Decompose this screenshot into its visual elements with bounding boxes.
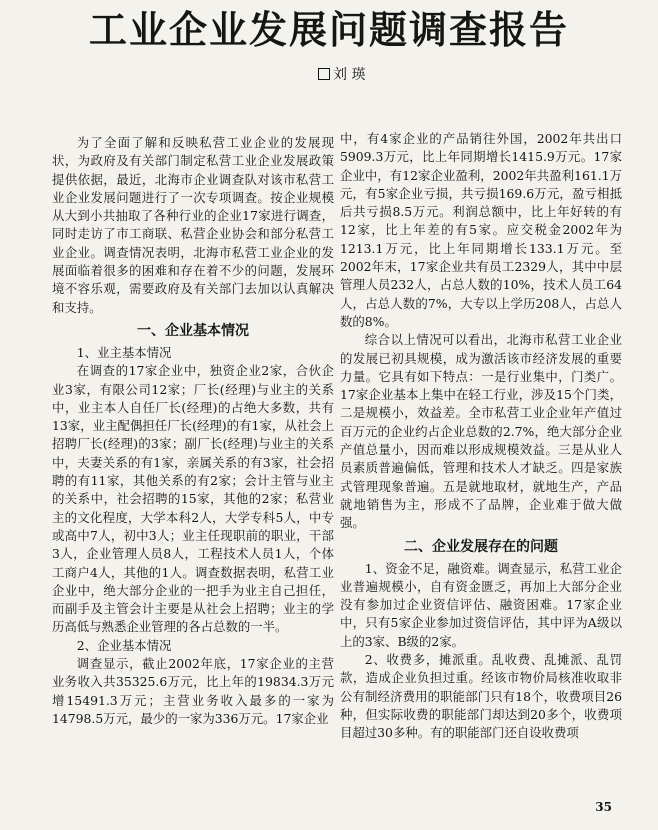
section-heading-basic-info: 一、企业基本情况	[137, 322, 249, 339]
enterprise-info-paragraph: 调查显示，截止2002年底，17家企业的主营业务收入共35325.6万元，比上年的19834.3万元增15491.3万元；主营业务收入最多的一家为14798.5万元，最少的一家为336万元。17家企业	[52, 656, 334, 726]
subheading-enterprise-info: 2、企业基本情况	[76, 637, 172, 653]
summary-paragraph: 综合以上情况可以看出，北海市私营工业企业的发展已初具规模，成为激活该市经济发展的重要力量。它具有如下特点：一是行业集中，门类广。17家企业基本上集中在轻工行业，涉及15个门类，二是规模小，效益差。全市私营工业企业年产值过百万元的企业约占企业总数的2.7%，绝大部分企业产值总量小，因而难以形成规模效益。三是从业人员素质普遍偏低，管理和技术人才缺乏。四是家族式管理现象普遍。五是就地取材，就地生产，产品就地销售为主，形成不了品牌，企业难于做大做强。	[340, 332, 622, 531]
continuation-paragraph: 中，有4家企业的产品销往外国，2002年共出口5909.3万元，比上年同期增长1415.9万元。17家企业中，有12家企业盈利，2002年共盈利161.1万元，有5家企业亏损，共亏损169.6万元，盈亏相抵后共亏损8.5万元。利润总额中，比上年好转的有12家，比上年差的有5家。应交税金2002年为1213.1万元，比上年同期增长133.1万元。至2002年末，17家企业共有员工2329人，其中中层管理人员232人，占总人数的10%，技术人员工64人，占总人数的7%，大专以上学历208人，占总人数的8%。	[340, 131, 622, 329]
page-number: 35	[595, 800, 612, 814]
problem-fees-paragraph: 2、收费多，摊派重。乱收费、乱摊派、乱罚款，造成企业负担过重。经该市物价局核准收取非公有制经济费用的职能部门只有18个，收费项目26种，但实际收费的职能部门却达到20多个，收费项目超过30多种。有的职能部门还自设收费项	[340, 652, 622, 741]
intro-paragraph: 为了全面了解和反映私营工业企业的发展现状，为政府及有关部门制定私营工业企业发展政策提供依据，最近，北海市企业调查队对该市私营工业企业发展问题进行了一次专项调查。按企业规模从大到小共抽取了各种行业的企业17家进行调查，同时走访了市工商联、私营企业协会和部分私营工业企业。调查情况表明，北海市私营工业企业的发展面临着很多的困难和存在着不少的问题，发展环境不容乐观，需要政府及有关部门去加以认真解决和支持。	[52, 135, 334, 315]
author-line	[318, 66, 365, 84]
author-name: 刘 瑛	[333, 67, 366, 83]
owner-info-paragraph: 在调查的17家企业中，独资企业2家，合伙企业3家，有限公司12家；厂长(经理)与业主的关系中，业主本人自任厂长(经理)的占绝大多数，共有13家，业主配偶担任厂长(经理)的有1家，从社会上招聘厂长(经理)的3家；副厂长(经理)与业主的关系中，夫妻关系的有1家，亲属关系的有3家，社会招聘的有11家，其他关系的有2家；会计主管与业主的关系中，社会招聘的15家，其他的2家；私营业主的文化程度，大学本科2人，大学专科5人，中专或高中7人，初中3人；业主任现职前的职业，干部3人，企业管理人员8人，工程技术人员1人，个体工商户4人，其他的1人。调查数据表明，私营工业企业中，绝大部分企业的一把手为业主自己担任，而副手及主管会计主要是从社会上招聘；业主的学历高低与熟悉企业管理的各占总数的一半。	[52, 363, 334, 635]
section-heading-problems: 二、企业发展存在的问题	[404, 538, 558, 555]
left-column	[52, 134, 334, 728]
subheading-owner-info: 1、业主基本情况	[76, 344, 172, 360]
problem-funding-paragraph: 1、资金不足，融资难。调查显示，私营工业企业普遍规模小，自有资金匮乏，再加上大部分企业没有参加过企业资信评估、融资困难。17家企业中，只有5家企业参加过资信评估，其中评为A级以上的3家、B级的2家。	[340, 560, 622, 649]
right-column	[340, 130, 622, 743]
author-box-icon	[318, 68, 330, 80]
article-title: 工业企业发展问题调查报告	[88, 8, 569, 52]
